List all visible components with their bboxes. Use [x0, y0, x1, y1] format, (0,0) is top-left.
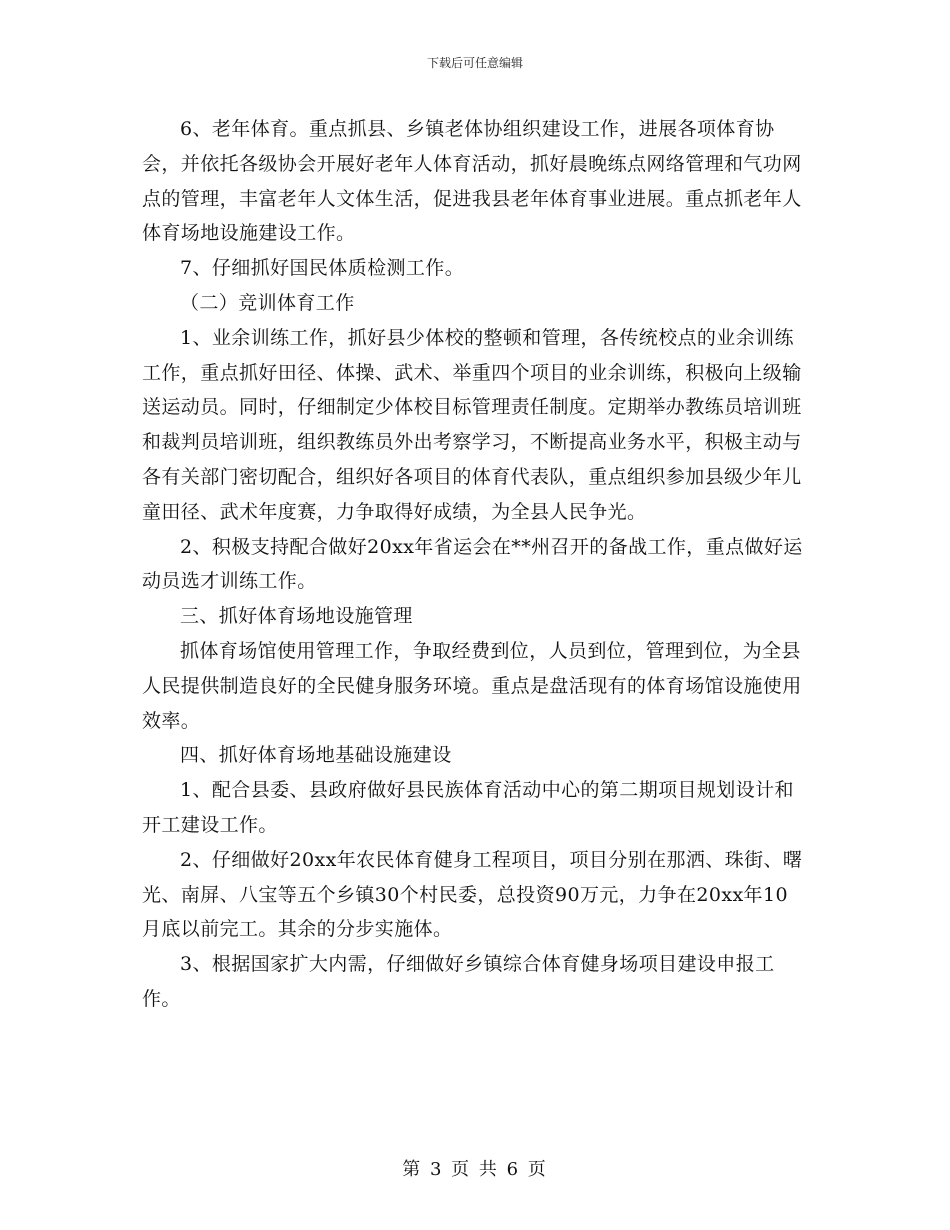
- paragraph-activity-center: 1、配合县委、县政府做好县民族体育活动中心的第二期项目规划设计和开工建设工作。: [142, 779, 794, 836]
- paragraph-amateur-training: 1、业余训练工作，抓好县少体校的整顿和管理，各传统校点的业余训练工作，重点抓好田径、体操、武术、举重四个项目的业余训练，积极向上级输送运动员。同时，仔细制定少体校目标管理责任制度。定期举办教练员培训班和裁判员培训班，组织教练员外出考察学习，不断提高业务水平，积极主动与各有关部门密切配合，组织好各项目的体育代表队，重点组织参加县级少年儿童田径、武术年度赛，力争取得好成绩，为全县人民争光。: [142, 326, 802, 523]
- paragraph-venue-management: 抓体育场馆使用管理工作，争取经费到位，人员到位，管理到位，为全县人民提供制造良好的全民健身服务环境。重点是盘活现有的体育场馆设施使用效率。: [142, 639, 802, 732]
- section-heading-venue-management: 三、抓好体育场地设施管理: [180, 605, 413, 628]
- section-heading-competitive-sports: （二）竞训体育工作: [180, 291, 355, 314]
- section-heading-infrastructure: 四、抓好体育场地基础设施建设: [180, 744, 452, 767]
- paragraph-fitness-testing: 7、仔细抓好国民体质检测工作。: [180, 257, 465, 280]
- paragraph-elderly-sports: 6、老年体育。重点抓县、乡镇老体协组织建设工作，进展各项体育协会，并依托各级协会开展好老年人体育活动，抓好晨晚练点网络管理和气功网点的管理，丰富老年人文体生活，促进我县老年体育事业进展。重点抓老年人体育场地设施建设工作。: [142, 118, 802, 245]
- page-header: 下载后可任意编辑: [426, 56, 523, 70]
- page-number: 第 3 页 共 6 页: [402, 1159, 548, 1180]
- document-body: [142, 112, 807, 1017]
- paragraph-farmer-fitness: 2、仔细做好20xx年农民体育健身工程项目，项目分别在那洒、珠街、曙光、南屏、八宝等五个乡镇30个村民委，总投资90万元，力争在20xx年10月底以前完工。其余的分步实施体。: [142, 848, 803, 941]
- paragraph-provincial-games: 2、积极支持配合做好20xx年省运会在**州召开的备战工作，重点做好运动员选才训练工作。: [142, 535, 803, 593]
- paragraph-township-fitness: 3、根据国家扩大内需，仔细做好乡镇综合体育健身场项目建设申报工作。: [142, 953, 775, 1010]
